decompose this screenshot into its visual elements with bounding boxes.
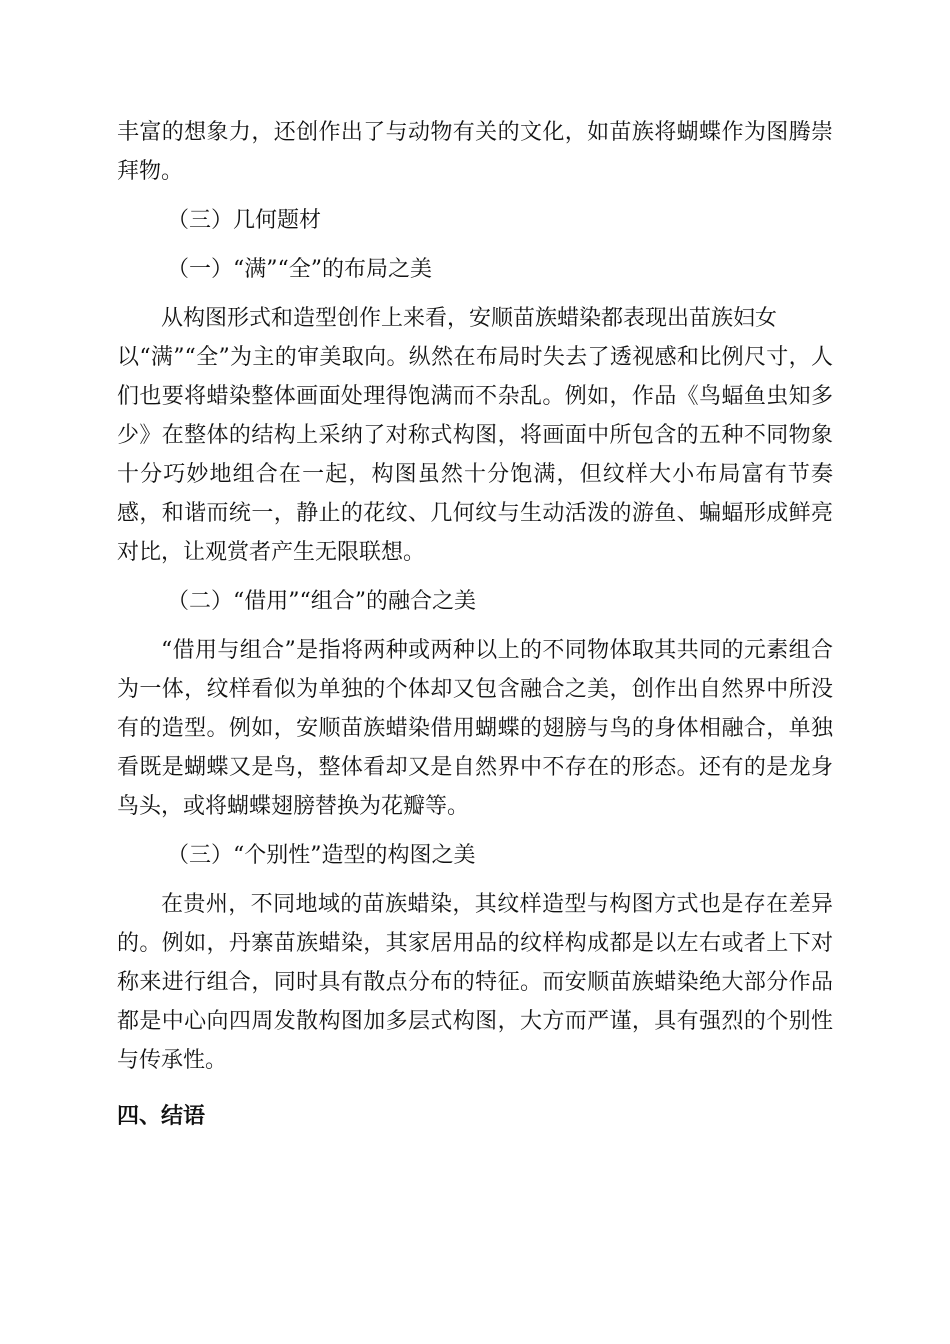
document-page bbox=[117, 113, 833, 1136]
paragraph-individuality: 在贵州，不同地域的苗族蜡染，其纹样造型与构图方式也是存在差异的。例如，丹寨苗族蜡染，其家居用品的纹样构成都是以左右或者上下对称来进行组合，同时具有散点分布的特征。而安顺苗族蜡染绝大部分作品都是中心向四周发散构图加多层式构图，大方而严谨，具有强烈的个别性与传承性。 bbox=[117, 892, 833, 1073]
paragraph-full-layout: 以“满”“全”为主的审美取向。纵然在布局时失去了透视感和比例尺寸，人们也要将蜡染整体画面处理得饱满而不杂乱。例如，作品《鸟蝠鱼虫知多少》在整体的结构上采纳了对称式构图，将画面中所包含的五种不同物象十分巧妙地组合在一起，构图虽然十分饱满，但纹样大小布局富有节奏感，和谐而统一，静止的花纹、几何纹与生动活泼的游鱼、蝙蝠形成鲜亮对比，让观赏者产生无限联想。 bbox=[117, 345, 833, 565]
heading-borrow-combine: （二）“借用”“组合”的融合之美 bbox=[167, 589, 476, 614]
heading-individuality: （三）“个别性”造型的构图之美 bbox=[167, 843, 476, 868]
section-heading-conclusion: 四、结语 bbox=[117, 1104, 206, 1129]
heading-full-layout: （一）“满”“全”的布局之美 bbox=[167, 257, 432, 282]
paragraph-borrow-combine: “借用与组合”是指将两种或两种以上的不同物体取其共同的元素组合为一体，纹样看似为单独的个体却又包含融合之美，创作出自然界中所没有的造型。例如，安顺苗族蜡染借用蝴蝶的翅膀与鸟的身体相融合，单独看既是蝴蝶又是鸟，整体看却又是自然界中不存在的形态。还有的是龙身鸟头，或将蝴蝶翅膀替换为花瓣等。 bbox=[117, 638, 833, 819]
paragraph-full-layout-first-line: 从构图形式和造型创作上来看，安顺苗族蜡染都表现出苗族妇女 bbox=[161, 306, 778, 331]
intro-paragraph: 丰富的想象力，还创作出了与动物有关的文化，如苗族将蝴蝶作为图腾崇拜物。 bbox=[117, 120, 833, 184]
heading-geometric-subject: （三）几何题材 bbox=[167, 208, 322, 233]
